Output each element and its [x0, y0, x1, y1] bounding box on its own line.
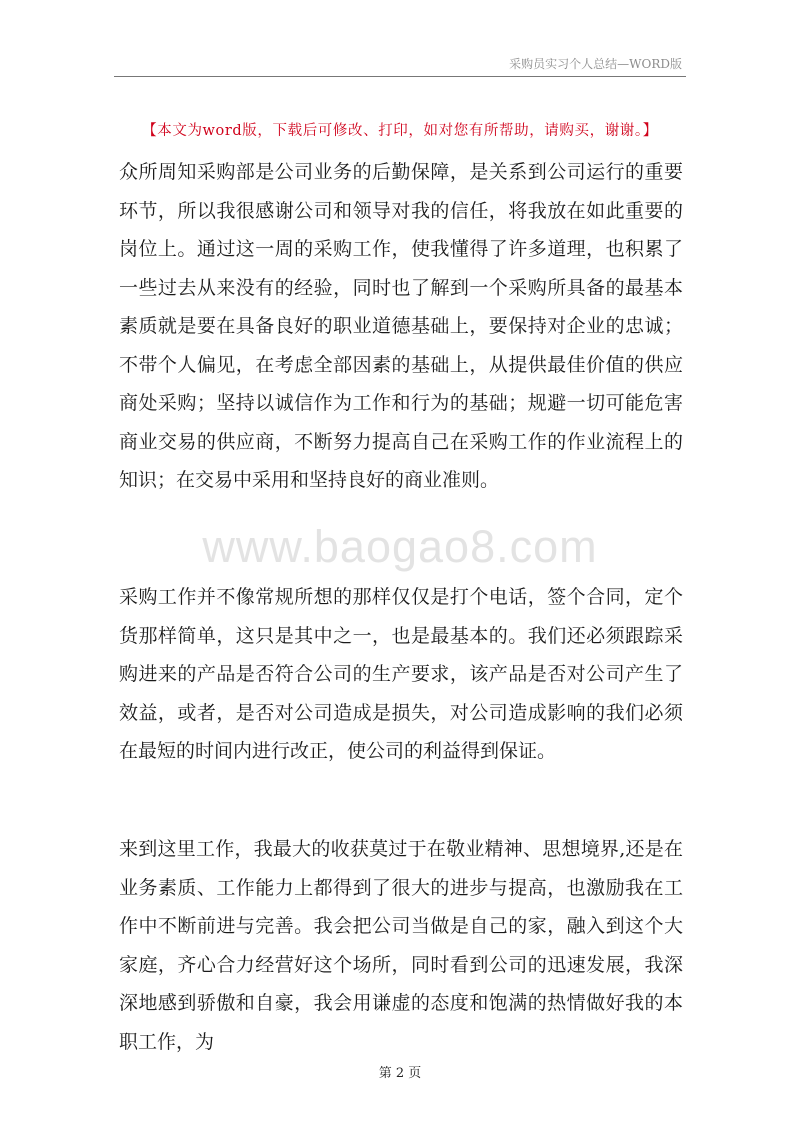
body-paragraph-1: 众所周知采购部是公司业务的后勤保障，是关系到公司运行的重要环节，所以我很感谢公司和领导对我的信任，将我放在如此重要的岗位上。通过这一周的采购工作，使我懂得了许多道理，也积累了一些过去从来没有的经验，同时也了解到一个采购所具备的最基本素质就是要在具备良好的职业道德基础上，要保持对企业的忠诚；不带个人偏见，在考虑全部因素的基础上，从提供最佳价值的供应商处采购；坚持以诚信作为工作和行为的基础；规避一切可能危害商业交易的供应商，不断努力提高自己在采购工作的作业流程上的知识；在交易中采用和坚持良好的商业准则。 [119, 161, 683, 491]
header-divider [114, 76, 686, 77]
watermark: www.baogao8.com [202, 521, 598, 572]
body-paragraph-2: 采购工作并不像常规所想的那样仅仅是打个电话，签个合同，定个货那样简单，这只是其中之一，也是最基本的。我们还必须跟踪采购进来的产品是否符合公司的生产要求，该产品是否对公司产生了效益，或者，是否对公司造成是损失，对公司造成影响的我们必须在最短的时间内进行改正，使公司的利益得到保证。 [119, 586, 683, 762]
running-header-title: 采购员实习个人总结—WORD版 [509, 57, 682, 71]
page-number: 第 2 页 [378, 1066, 422, 1081]
body-paragraph-3: 来到这里工作，我最大的收获莫过于在敬业精神、思想境界,还是在业务素质、工作能力上都得到了很大的进步与提高，也激励我在工作中不断前进与完善。我会把公司当做是自己的家，融入到这个大家庭，齐心合力经营好这个场所，同时看到公司的迅速发展，我深深地感到骄傲和自豪，我会用谦虚的态度和饱满的热情做好我的本职工作，为 [119, 838, 683, 1053]
download-notice: 【本文为word版，下载后可修改、打印，如对您有所帮助，请购买，谢谢。】 [142, 123, 658, 139]
